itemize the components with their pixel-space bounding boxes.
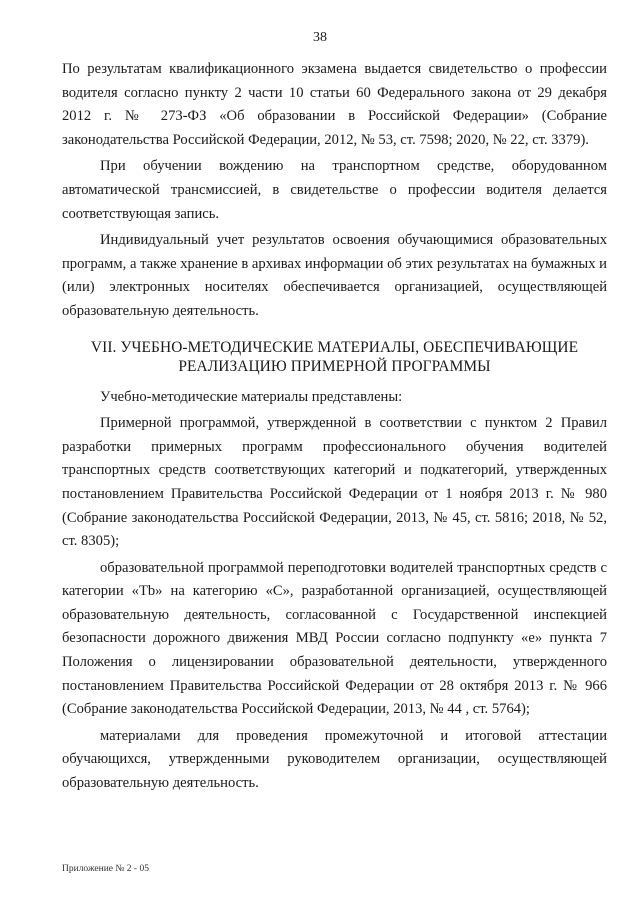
paragraph-automatic-transmission: При обучении вождению на транспортном средстве, оборудованном автоматической трансмиссией, в свидетельстве о профессии водителя делается соответствующая запись.	[62, 158, 607, 222]
section-heading-line-2: РЕАЛИЗАЦИЮ ПРИМЕРНОЙ ПРОГРАММЫ	[178, 357, 491, 375]
section-heading-line-1: VII. УЧЕБНО-МЕТОДИЧЕСКИЕ МАТЕРИАЛЫ, ОБЕСПЕЧИВАЮЩИЕ	[90, 338, 579, 356]
paragraph-attestation-materials: материалами для проведения промежуточной и итоговой аттестации обучающихся, утвержденными руководителем организации, осуществляющей образовательную деятельность.	[62, 727, 607, 792]
paragraph-certificate: По результатам квалификационного экзамена выдается свидетельство о профессии водителя согласно пункту 2 части 10 статьи 60 Федерального закона от 29 декабря 2012 г. № 273-ФЗ «Об образовании в Российской Федерации» (Собрание законодательства Российской Федерации, 2012, № 53, ст. 7598; 2020, № 22, ст. 3379).	[62, 61, 607, 148]
paragraph-example-program: Примерной программой, утвержденной в соответствии с пунктом 2 Правил разработки примерных программ профессионального обучения водителей транспортных средств соответствующих категорий и подкатегорий, утвержденных постановлением Правительства Российской Федерации от 1 ноября 2013 г. № 980 (Собрание законодательства Российской Федерации, 2013, № 45, ст. 5816; 2018, № 52, ст. 8305);	[62, 415, 607, 550]
footer-note: Приложение № 2 - 05	[62, 864, 149, 874]
section-heading	[62, 338, 607, 376]
document-body	[62, 58, 607, 799]
paragraph-materials-intro: Учебно-методические материалы представлены:	[100, 388, 403, 405]
paragraph-individual-record: Индивидуальный учет результатов освоения обучающимися образовательных программ, а также хранение в архивах информации об этих результатах на бумажных и (или) электронных носителях обеспечивается организацией, осуществляющей образовательную деятельность.	[62, 232, 607, 319]
page-number: 38	[313, 30, 327, 45]
paragraph-retraining-program: образовательной программой переподготовки водителей транспортных средств с категории «Тb» на категорию «С», разработанной организацией, осуществляющей образовательную деятельность, согласованной с Государственной инспекцией безопасности дорожного движения МВД России согласно подпункту «е» пункта 7 Положения о лицензировании образовательной деятельности, утвержденного постановлением Правительства Российской Федерации от 28 октября 2013 г. № 966 (Собрание законодательства Российской Федерации, 2013, № 44 , ст. 5764);	[62, 559, 607, 718]
